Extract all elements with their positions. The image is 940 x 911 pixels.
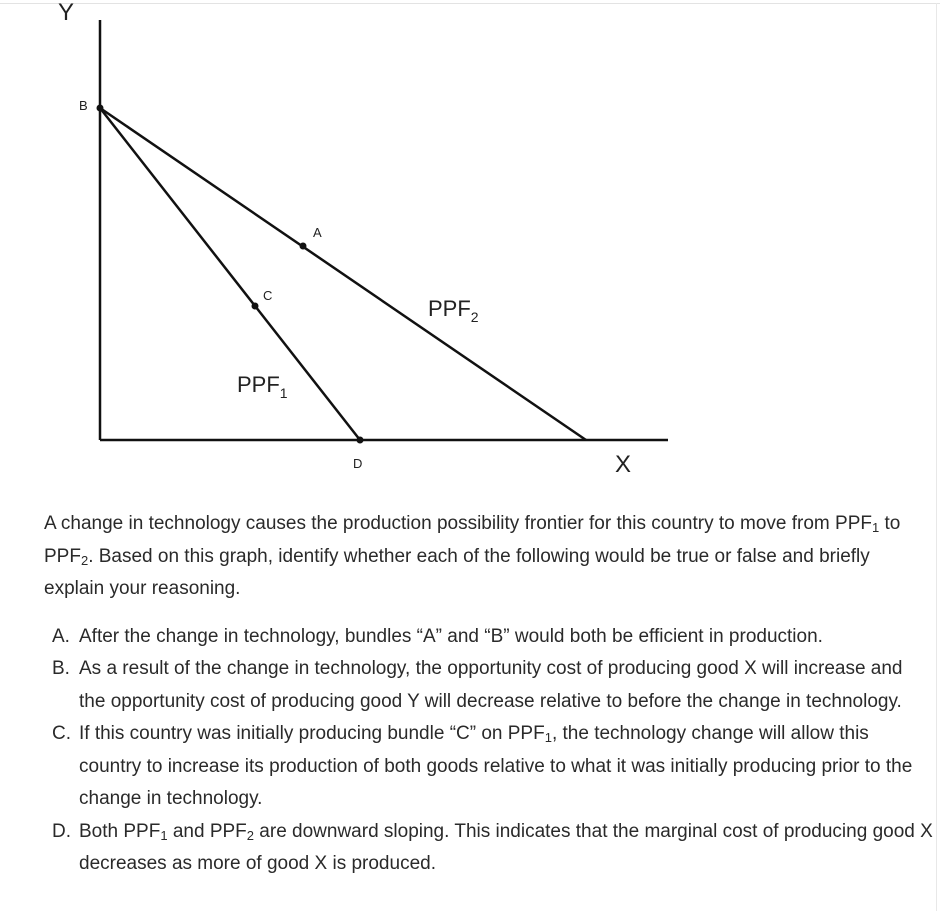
statement-text-2: and PPF (167, 820, 247, 842)
intro-text-1: A change in technology causes the production possibility frontier for this country to move from PPF (44, 513, 872, 534)
ppf2-line (100, 108, 586, 440)
statement-d (44, 816, 934, 881)
point-a-label: A (313, 225, 322, 240)
statement-text-1: Both PPF (79, 820, 161, 842)
ppf1-label-sub: 1 (279, 385, 288, 401)
statement-sub-2: 2 (246, 827, 255, 843)
statement-text-3: are downward sloping. This indicates that the marginal cost of producing good X decreases as more of good X is produced. (79, 820, 933, 874)
intro-sub-1: 1 (871, 520, 880, 535)
intro-text-2: to PPF (44, 513, 901, 567)
statement-sub: 1 (544, 730, 552, 745)
x-axis-label: X (615, 451, 632, 478)
intro-sub-2: 2 (80, 552, 89, 568)
y-axis-label: Y (58, 0, 75, 26)
intro-text-3: . Based on this graph, identify whether each of the following would be true or false and briefly explain your reasoning. (44, 545, 870, 599)
point-c-marker (252, 303, 259, 310)
statement-sub-1: 1 (160, 827, 168, 843)
statement-list (44, 621, 934, 881)
statement-letter: D. (52, 820, 71, 842)
statement-a (44, 621, 934, 654)
point-d-label: D (353, 456, 363, 471)
statement-letter: A. (52, 625, 70, 647)
ppf1-line (100, 108, 360, 440)
question-intro (44, 508, 934, 606)
statement-text: As a result of the change in technology, the opportunity cost of producing good X will increase and the opportunity cost of producing good Y will decrease relative to before the change in technology. (79, 658, 903, 712)
ppf1-label (237, 372, 288, 401)
ppf2-label (428, 296, 479, 325)
statement-text-2: , the technology change will allow this country to increase its production of both goods relative to what it was initially producing prior to the change in technology. (79, 723, 913, 809)
point-b-label: B (79, 98, 88, 113)
point-d-marker (357, 437, 364, 444)
statement-text-1: If this country was initially producing bundle “C” on PPF (79, 723, 545, 744)
ppf2-label-sub: 2 (470, 309, 479, 325)
ppf2-label-base: PPF (428, 296, 471, 321)
statement-letter: B. (52, 658, 70, 679)
statement-c (44, 718, 934, 816)
statement-text: After the change in technology, bundles “A” and “B” would both be efficient in production. (79, 625, 823, 647)
statement-letter: C. (52, 723, 71, 744)
point-c-label: C (263, 288, 273, 303)
ppf1-label-base: PPF (237, 372, 280, 397)
point-b-marker (97, 105, 104, 112)
statement-b (44, 653, 934, 718)
point-a-marker (300, 243, 307, 250)
question-block (44, 508, 934, 881)
